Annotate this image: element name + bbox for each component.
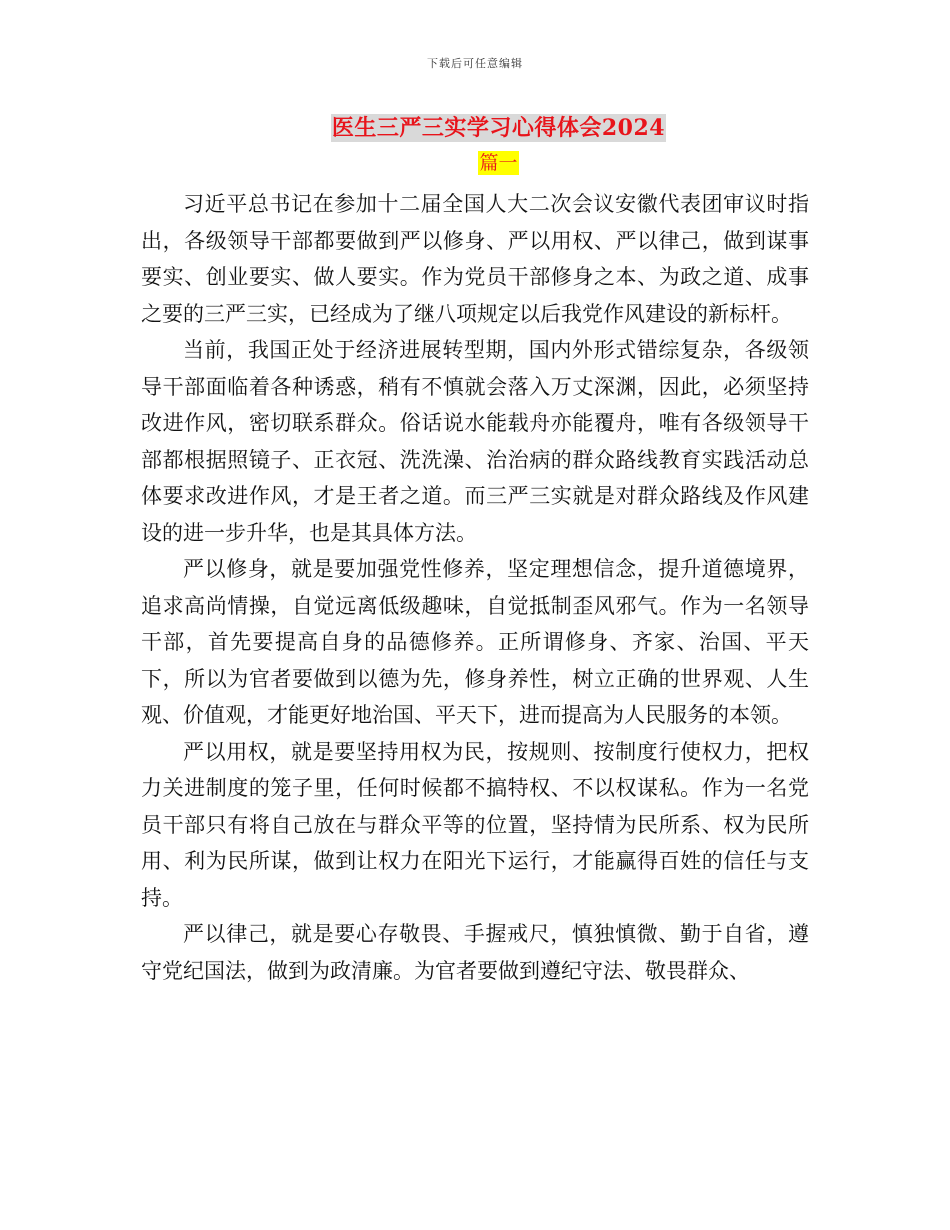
document-body [141, 186, 809, 989]
subtitle-container [0, 151, 950, 175]
paragraph: 当前，我国正处于经济进展转型期，国内外形式错综复杂，各级领导干部面临着各种诱惑，稍有不慎就会落入万丈深渊，因此，必须坚持改进作风，密切联系群众。俗话说水能载舟亦能覆舟，唯有各级领导干部都根据照镜子、正衣冠、洗洗澡、治治病的群众路线教育实践活动总体要求改进作风，才是王者之道。而三严三实就是对群众路线及作风建设的进一步升华，也是其具体方法。 [141, 338, 809, 545]
paragraph: 习近平总书记在参加十二届全国人大二次会议安徽代表团审议时指出，各级领导干部都要做到严以修身、严以用权、严以律己，做到谋事要实、创业要实、做人要实。作为党员干部修身之本、为政之道、成事之要的三严三实，已经成为了继八项规定以后我党作风建设的新标杆。 [141, 192, 809, 326]
document-title: 医生三严三实学习心得体会2024 [331, 115, 666, 141]
header-note: 下载后可任意编辑 [427, 57, 523, 70]
section-heading: 篇一 [479, 152, 518, 174]
paragraph: 严以修身，就是要加强党性修养，坚定理想信念，提升道德境界，追求高尚情操，自觉远离低级趣味，自觉抵制歪风邪气。作为一名领导干部，首先要提高自身的品德修养。正所谓修身、齐家、治国、平天下，所以为官者要做到以德为先，修身养性，树立正确的世界观、人生观、价值观，才能更好地治国、平天下，进而提高为人民服务的本领。 [141, 557, 809, 727]
paragraph: 严以律己，就是要心存敬畏、手握戒尺，慎独慎微、勤于自省，遵守党纪国法，做到为政清廉。为官者要做到遵纪守法、敬畏群众、 [141, 922, 809, 983]
paragraph: 严以用权，就是要坚持用权为民，按规则、按制度行使权力，把权力关进制度的笼子里，任何时候都不搞特权、不以权谋私。作为一名党员干部只有将自己放在与群众平等的位置，坚持情为民所系、权为民所用、利为民所谋，做到让权力在阳光下运行，才能赢得百姓的信任与支持。 [141, 739, 809, 910]
title-container [0, 114, 950, 142]
